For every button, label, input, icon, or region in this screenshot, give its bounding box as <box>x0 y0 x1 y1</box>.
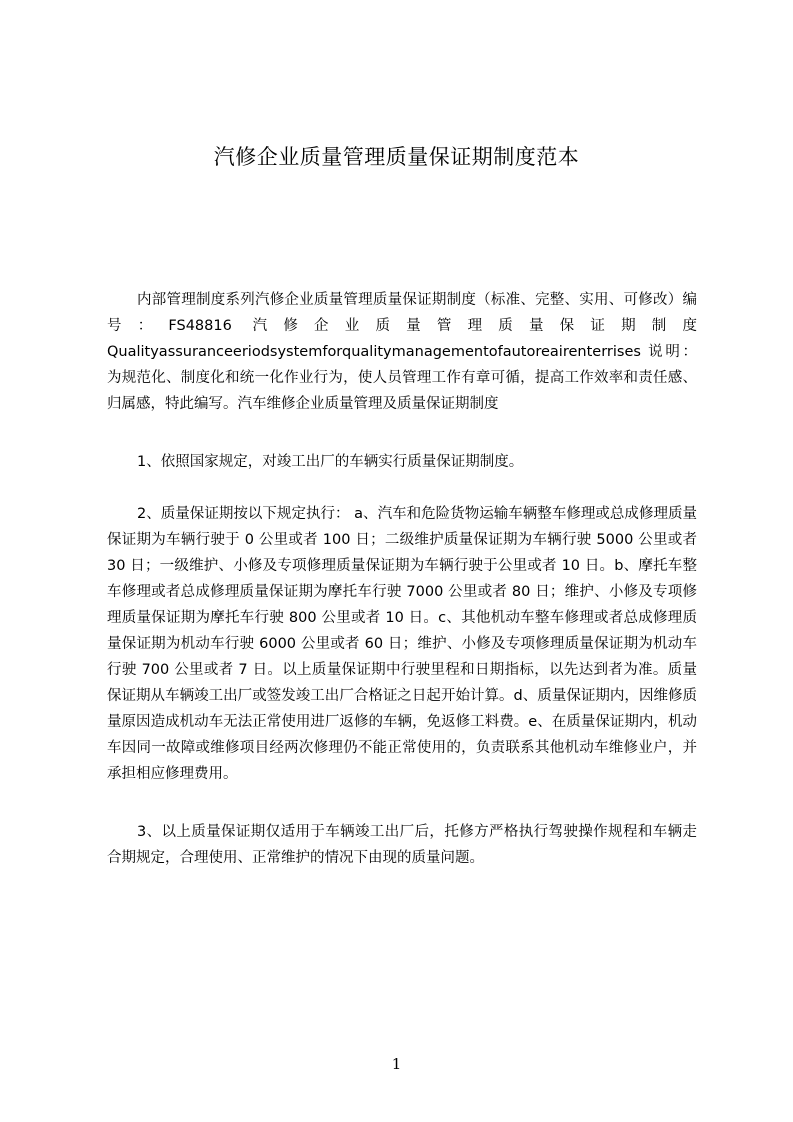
page-number: 1 <box>391 1055 402 1073</box>
document-body <box>107 287 697 887</box>
paragraph-rule-3: 3、以上质量保证期仅适用于车辆竣工出厂后，托修方严格执行驾驶操作规程和车辆走合期规定，合理使用、正常维护的情况下由现的质量问题。 <box>107 824 697 866</box>
paragraph-rule-1: 1、依照国家规定，对竣工出厂的车辆实行质量保证期制度。 <box>137 454 524 470</box>
document-title: 汽修企业质量管理质量保证期制度范本 <box>213 145 580 169</box>
paragraph-rule-2: 2、质量保证期按以下规定执行： a、汽车和危险货物运输车辆整车修理或总成修理质量保证期为车辆行驶于 0 公里或者 100 日；二级维护质量保证期为车辆行驶 5000 公里或者 30 日；一级维护、小修及专项修理质量保证期为车辆行驶于公里或者 10 日。b、摩托车整车修理或者总成修理质量保证期为摩托车行驶 7000 公里或者 80 日；维护、小修及专项修理质量保证期为摩托车行驶 800 公里或者 10 日。c、其他机动车整车修理或者总成修理质量保证期为机动车行驶 6000 公里或者 60 日；维护、小修及专项修理质量保证期为机动车行驶 700 公里或者 7 日。以上质量保证期中行驶里程和日期指标，以先达到者为准。质量保证期从车辆竣工出厂或签发竣工出厂合格证之日起开始计算。d、质量保证期内，因维修质量原因造成机动车无法正常使用进厂返修的车辆，免返修工料费。e、在质量保证期内，机动车因同一故障或维修项目经两次修理仍不能正常使用的，负责联系其他机动车维修业户，并承担相应修理费用。 <box>107 506 697 782</box>
paragraph-intro: 内部管理制度系列汽修企业质量管理质量保证期制度（标准、完整、实用、可修改）编号：FS48816 汽修企业质量管理质量保证期制度 Qualityassuranceeriodsystemforqualitymanagementofautoreairenterrises 说明：为规范化、制度化和统一化作业行为，使人员管理工作有章可循，提高工作效率和责任感、归属感，特此编写。汽车维修企业质量管理及质量保证期制度 <box>107 292 697 412</box>
